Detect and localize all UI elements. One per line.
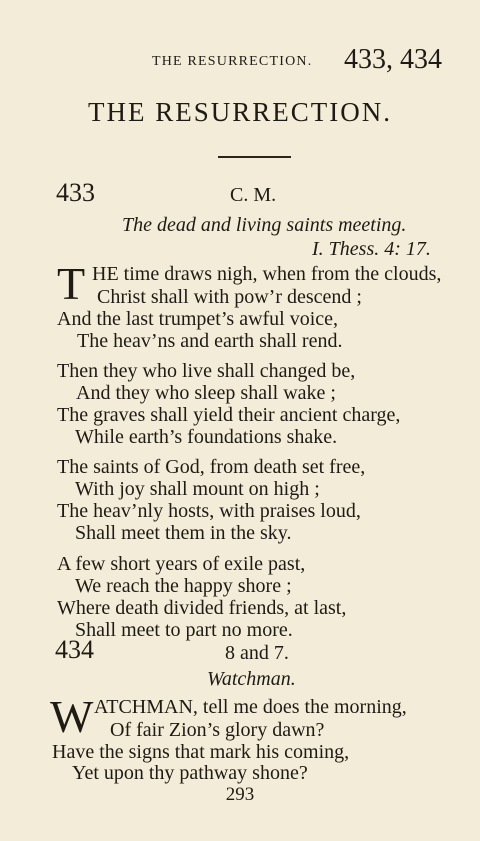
running-head-title: THE RESURRECTION. (152, 54, 313, 69)
running-head-hymn-numbers: 433, 434 (344, 44, 442, 75)
hymn-433-subtitle: The dead and living saints meeting. (122, 214, 407, 236)
hymn-434-number: 434 (55, 635, 94, 664)
hymn-433-number: 433 (56, 178, 95, 207)
hymn-433-s1-line-1: HE time draws nigh, when from the clouds, (92, 263, 442, 285)
hymn-434-s1-line-1: ATCHMAN, tell me does the morning, (94, 696, 407, 718)
hymn-433-scripture-reference: I. Thess. 4: 17. (312, 238, 431, 260)
section-title: THE RESURRECTION. (88, 97, 392, 127)
hymn-434-s1-line-3: Have the signs that mark his coming, (52, 741, 350, 763)
hymn-434-drop-cap: W (50, 691, 94, 742)
hymn-433-s3-line-4: Shall meet them in the sky. (75, 522, 292, 544)
hymn-433-s3-line-3: The heav’nly hosts, with praises loud, (57, 500, 361, 522)
hymn-433-drop-cap: T (57, 258, 86, 309)
hymn-434-meter: 8 and 7. (225, 642, 289, 664)
hymn-433-s2-line-3: The graves shall yield their ancient charge, (57, 404, 401, 426)
title-rule (218, 156, 291, 158)
hymn-433-s4-line-4: Shall meet to part no more. (75, 619, 293, 641)
hymn-433-meter: C. M. (230, 184, 277, 206)
hymn-434-s1-line-4: Yet upon thy pathway shone? (72, 762, 308, 784)
hymn-433-s2-line-4: While earth’s foundations shake. (75, 426, 338, 448)
hymn-433-s1-line-2: Christ shall with pow’r descend ; (97, 286, 362, 308)
hymn-433-s1-line-3: And the last trumpet’s awful voice, (57, 308, 339, 330)
hymn-434-s1-line-2: Of fair Zion’s glory dawn? (110, 719, 325, 741)
page-number: 293 (225, 784, 255, 805)
hymn-433-s2-line-1: Then they who live shall changed be, (57, 360, 356, 382)
hymn-433-s4-line-2: We reach the happy shore ; (75, 575, 292, 597)
hymn-433-s4-line-1: A few short years of exile past, (57, 553, 306, 575)
hymn-434-subtitle: Watchman. (207, 668, 296, 690)
running-head (0, 44, 480, 78)
hymn-433-s1-line-4: The heav’ns and earth shall rend. (77, 330, 343, 352)
hymn-433-s3-line-2: With joy shall mount on high ; (75, 478, 320, 500)
hymn-433-s2-line-2: And they who sleep shall wake ; (76, 382, 336, 404)
hymn-433-s4-line-3: Where death divided friends, at last, (57, 597, 347, 619)
hymn-433-s3-line-1: The saints of God, from death set free, (57, 456, 366, 478)
